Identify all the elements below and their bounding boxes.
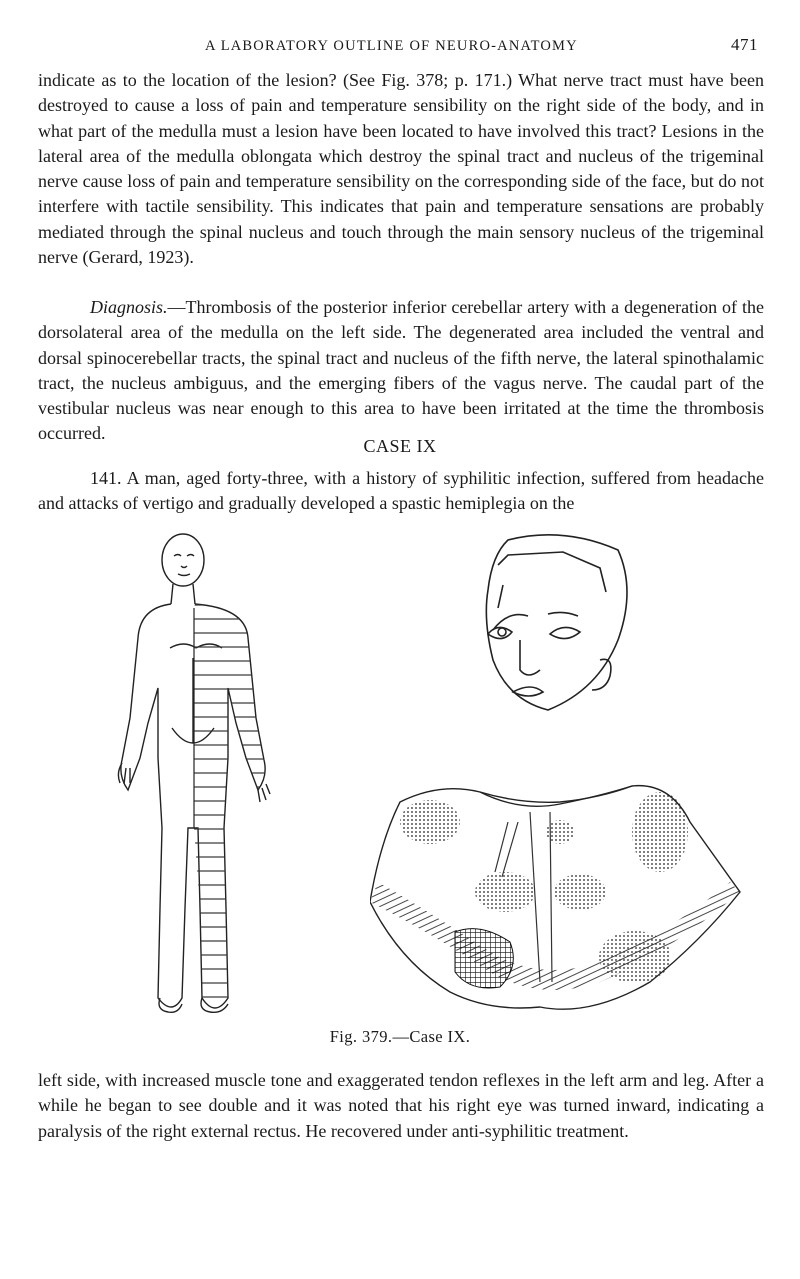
diagnosis-label: Diagnosis.	[90, 297, 168, 317]
paragraph-case-outcome: left side, with increased muscle tone and exaggerated tendon reflexes in the left arm and leg. After a while he began to see double and it was noted that his right eye was turned inward, indicating a paralysis of the right external rectus. He recovered under anti-syphilitic treatment.	[38, 1070, 764, 1141]
paragraph-case-description: 141. A man, aged forty-three, with a history of syphilitic infection, suffered from headache and attacks of vertigo and gradually developed a spastic hemiplegia on the	[38, 468, 764, 514]
paragraph-diagnosis	[38, 295, 764, 447]
face-diagram	[468, 530, 638, 720]
page-number: 471	[731, 35, 758, 54]
medulla-cross-section	[370, 782, 750, 1022]
body-sensory-diagram	[100, 528, 300, 1028]
running-head: A LABORATORY OUTLINE OF NEURO-ANATOMY	[205, 38, 578, 54]
paragraph-lesion-question: indicate as to the location of the lesion? (See Fig. 378; p. 171.) What nerve tract must have been destroyed to cause a loss of pain and temperature sensibility on the right side of the body, and in what part of the medulla must a lesion have been located to have involved this tract? Lesions in the lateral area of the medulla oblongata which destroy the spinal tract and nucleus of the trigeminal nerve cause loss of pain and temperature sensibility on the corresponding side of the face, but do not interfere with tactile sensibility. This indicates that pain and temperature sensations are probably mediated through the spinal nucleus and touch through the main sensory nucleus of the trigeminal nerve (Gerard, 1923).	[38, 70, 764, 268]
page-header	[0, 34, 800, 58]
diagnosis-text: —Thrombosis of the posterior inferior cerebellar artery with a degeneration of the dorsolateral area of the medulla on the left side. The degenerated area included the ventral and dorsal spinocerebellar tracts, the spinal tract and nucleus of the fifth nerve, the lateral spinothalamic tract, the nucleus ambiguus, and the emerging fibers of the vagus nerve. The caudal part of the vestibular nucleus was near enough to this area to have been irritated at the time the thrombosis occurred.	[38, 297, 764, 444]
case-heading: CASE IX	[363, 436, 437, 456]
figure-caption: Fig. 379.—Case IX.	[329, 1027, 471, 1046]
figure-379	[100, 528, 740, 1046]
